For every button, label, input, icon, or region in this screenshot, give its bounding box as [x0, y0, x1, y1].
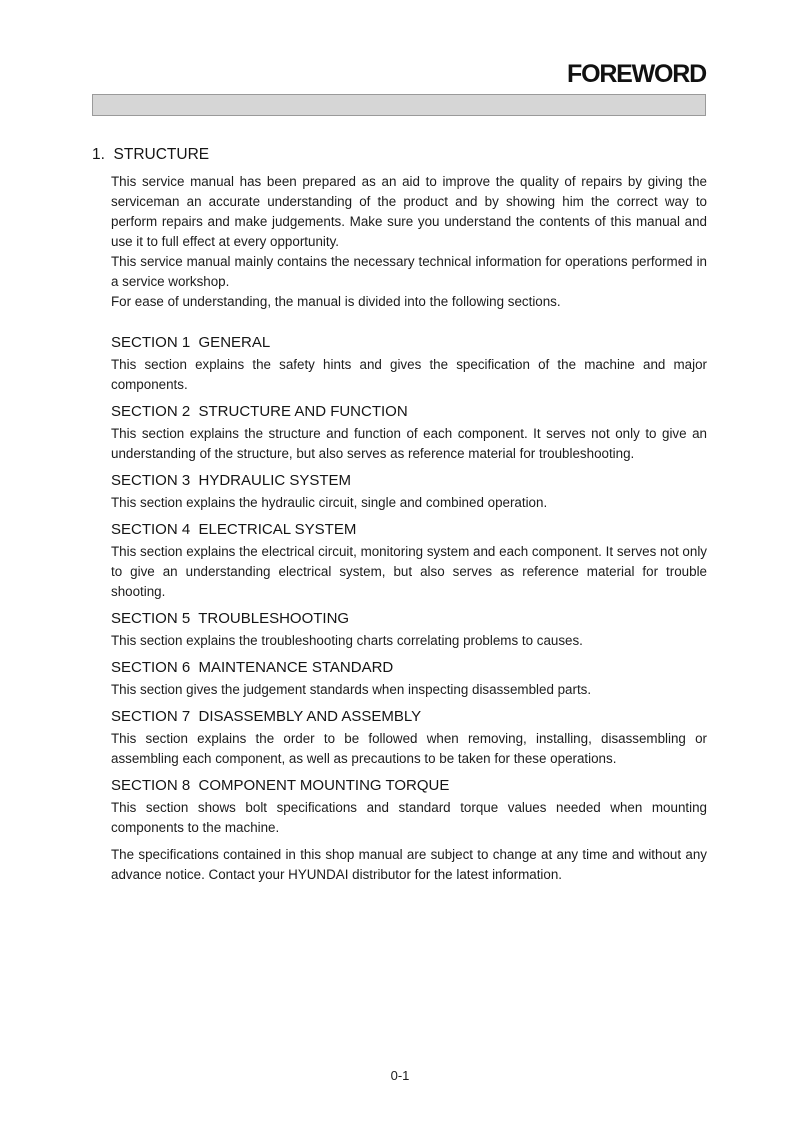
header-divider-bar	[92, 94, 706, 116]
section-title: SECTION 1 GENERAL	[111, 334, 271, 351]
section-block-2	[111, 402, 707, 464]
body-column	[111, 172, 707, 885]
section-body: This section explains the electrical circuit, monitoring system and each component. It serves not only to give an understanding electrical system, but also serves as reference material for trouble shooting.	[111, 544, 707, 599]
section-body: This section gives the judgement standards when inspecting disassembled parts.	[111, 682, 592, 697]
intro-paragraph-1: This service manual has been prepared as an aid to improve the quality of repairs by giving the serviceman an accurate understanding of the product and by showing him the correct way to perform repairs and make judgements. Make sure you understand the contents of this manual and use it to full effect at every opportunity.	[111, 174, 707, 249]
section-body: This section explains the order to be followed when removing, installing, disassembling or assembling each component, as well as precautions to be taken for these operations.	[111, 731, 707, 766]
section-body: This section explains the hydraulic circuit, single and combined operation.	[111, 495, 548, 510]
section-block-1	[111, 333, 707, 395]
page-frame	[92, 0, 706, 885]
page-number: 0-1	[390, 1068, 410, 1083]
page-title: FOREWORD	[567, 60, 706, 88]
section-block-3	[111, 471, 707, 513]
section-title: SECTION 4 ELECTRICAL SYSTEM	[111, 521, 357, 538]
section-title: SECTION 6 MAINTENANCE STANDARD	[111, 659, 394, 676]
intro-block	[111, 172, 707, 312]
section-title: SECTION 8 COMPONENT MOUNTING TORQUE	[111, 777, 450, 794]
section-title: SECTION 2 STRUCTURE AND FUNCTION	[111, 403, 408, 420]
section-block-7	[111, 707, 707, 769]
closing-paragraph: The specifications contained in this shop manual are subject to change at any time and without any advance notice. Contact your HYUNDAI distributor for the latest information.	[111, 847, 707, 882]
section-block-6	[111, 658, 707, 700]
section-block-8	[111, 776, 707, 838]
section-title: SECTION 7 DISASSEMBLY AND ASSEMBLY	[111, 708, 422, 725]
section-body: This section explains the structure and function of each component. It serves not only to give an understanding of the structure, but also serves as reference material for troubleshooting.	[111, 426, 707, 461]
section-title: SECTION 3 HYDRAULIC SYSTEM	[111, 472, 352, 489]
section-body: This section explains the safety hints and gives the specification of the machine and major components.	[111, 357, 707, 392]
structure-heading: 1. STRUCTURE	[92, 146, 210, 163]
intro-paragraph-3: For ease of understanding, the manual is divided into the following sections.	[111, 294, 561, 309]
section-body: This section explains the troubleshooting charts correlating problems to causes.	[111, 633, 583, 648]
intro-paragraph-2: This service manual mainly contains the necessary technical information for operations performed in a service workshop.	[111, 254, 707, 289]
section-block-4	[111, 520, 707, 602]
section-block-5	[111, 609, 707, 651]
section-body: This section shows bolt specifications and standard torque values needed when mounting components to the machine.	[111, 800, 707, 835]
section-title: SECTION 5 TROUBLESHOOTING	[111, 610, 350, 627]
